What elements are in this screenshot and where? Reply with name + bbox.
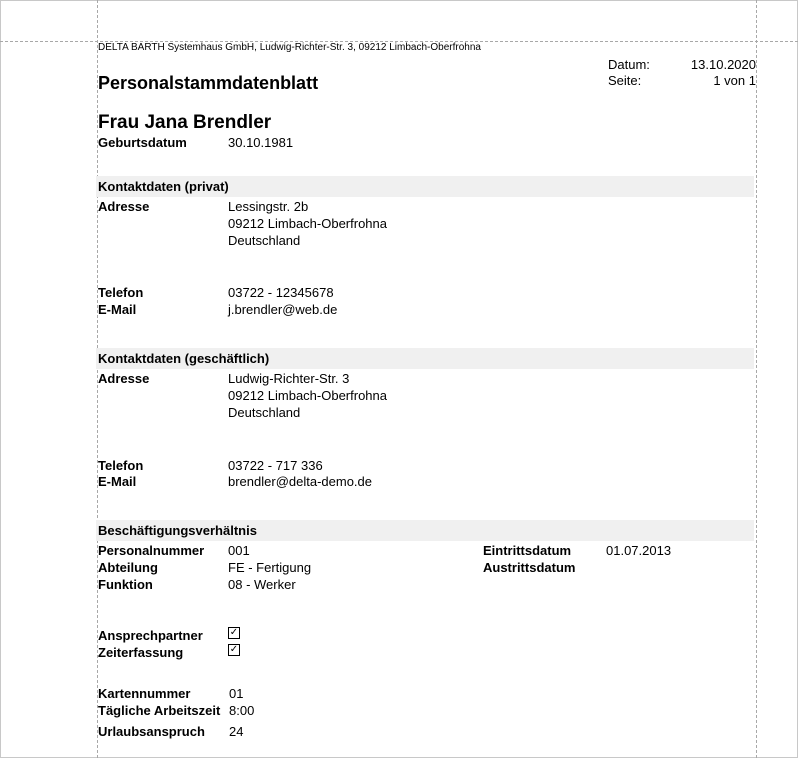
business-address-label: Adresse <box>98 371 150 386</box>
daily-working-time-label: Tägliche Arbeitszeit <box>98 703 221 718</box>
card-number-label: Kartennummer <box>98 686 191 701</box>
contact-person-label: Ansprechpartner <box>98 628 203 643</box>
page-value: 1 von 1 <box>713 73 756 88</box>
business-email-label: E-Mail <box>98 474 137 489</box>
date-value: 13.10.2020 <box>690 57 756 72</box>
private-address-line: Deutschland <box>228 233 301 248</box>
section-header-business-contact <box>96 348 754 369</box>
entry-date-label: Eintrittsdatum <box>483 543 572 558</box>
personnel-number-label: Personalnummer <box>98 543 205 558</box>
section-title: Kontaktdaten (privat) <box>98 179 229 194</box>
business-email-value: brendler@delta-demo.de <box>228 474 373 489</box>
company-address-line: DELTA BARTH Systemhaus GmbH, Ludwig-Richter-Str. 3, 09212 Limbach-Oberfrohna <box>98 42 481 53</box>
section-title: Beschäftigungsverhältnis <box>98 523 257 538</box>
birthdate-value: 30.10.1981 <box>228 135 294 150</box>
private-phone-value: 03722 - 12345678 <box>228 285 334 300</box>
business-address-line: 09212 Limbach-Oberfrohna <box>228 388 387 403</box>
private-address-label: Adresse <box>98 199 150 214</box>
vacation-entitlement-label: Urlaubsanspruch <box>98 724 205 739</box>
business-phone-label: Telefon <box>98 458 144 473</box>
time-tracking-label: Zeiterfassung <box>98 645 184 660</box>
birthdate-label: Geburtsdatum <box>98 135 187 150</box>
employee-name: Frau Jana Brendler <box>98 112 272 133</box>
business-phone-value: 03722 - 717 336 <box>228 458 323 473</box>
personnel-number-value: 001 <box>228 543 250 558</box>
function-value: 08 - Werker <box>228 577 296 592</box>
department-value: FE - Fertigung <box>228 560 312 575</box>
function-label: Funktion <box>98 577 153 592</box>
private-phone-label: Telefon <box>98 285 144 300</box>
document-title: Personalstammdatenblatt <box>98 73 319 93</box>
business-address-line: Ludwig-Richter-Str. 3 <box>228 371 350 386</box>
exit-date-label: Austrittsdatum <box>483 560 576 575</box>
right-margin-guide <box>756 0 757 758</box>
section-header-private-contact <box>96 176 754 197</box>
entry-date-value: 01.07.2013 <box>606 543 672 558</box>
private-email-value: j.brendler@web.de <box>228 302 338 317</box>
page-label: Seite: <box>608 73 642 88</box>
checkmark-icon: ✓ <box>229 644 239 655</box>
private-email-label: E-Mail <box>98 302 137 317</box>
section-header-employment <box>96 520 754 541</box>
private-address-line: 09212 Limbach-Oberfrohna <box>228 216 387 231</box>
section-title: Kontaktdaten (geschäftlich) <box>98 351 270 366</box>
contact-person-checkbox <box>228 627 240 639</box>
card-number-value: 01 <box>229 686 244 701</box>
time-tracking-checkbox <box>228 644 240 656</box>
private-address-line: Lessingstr. 2b <box>228 199 309 214</box>
vacation-entitlement-value: 24 <box>229 724 244 739</box>
department-label: Abteilung <box>98 560 158 575</box>
checkmark-icon: ✓ <box>229 627 239 638</box>
date-label: Datum: <box>608 57 650 72</box>
daily-working-time-value: 8:00 <box>229 703 255 718</box>
business-address-line: Deutschland <box>228 405 301 420</box>
